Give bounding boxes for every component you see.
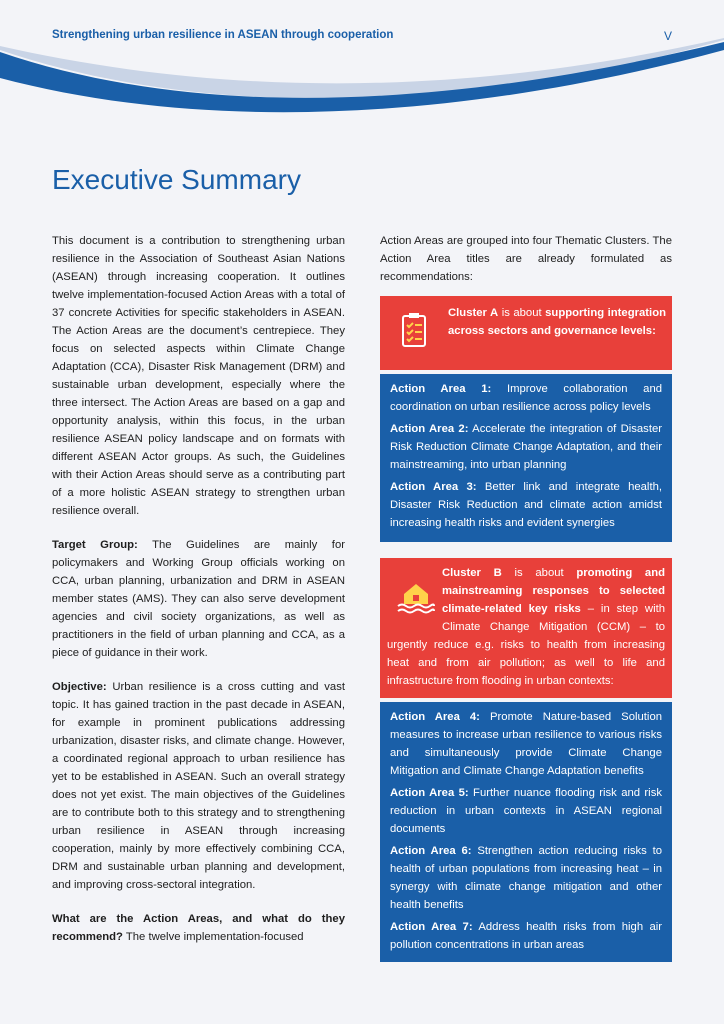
question-text: The twelve implementation-focused <box>125 931 304 943</box>
page-number: V <box>663 29 672 43</box>
action-area-label: Action Area 2: <box>390 423 469 435</box>
action-area-item <box>390 478 662 532</box>
page-title: Executive Summary <box>52 164 301 195</box>
clusters-intro: Action Areas are grouped into four Thematic Clusters. The Action Area titles are already formulated as recommendations: <box>380 235 672 283</box>
action-area-text: Promote Nature-based Solution measures to increase urban resilience to various risks and simultaneously provide Climate Change Mitigation and Climate Change Adaptation benefits <box>390 711 663 777</box>
target-group-label: Target Group: <box>52 539 138 551</box>
flood-house-icon <box>396 580 436 614</box>
cluster-a-text <box>448 304 666 340</box>
target-group-paragraph <box>52 536 345 662</box>
objective-text: Urban resilience is a cross cutting and vast topic. It has gained traction in the past decade in ASEAN, for example in prominent publications addressing urbanization, disaster risks, and climate change. However, a coordinated regional approach to urban resilience has yet to be established in ASEAN. Such an overall strategy does not yet exist. The main objectives of the Guidelines are to contribute both to this strategy and to strengthening urban resilience in ASEAN through increasing cooperation, mainly by more effectively combining CCA, DRM and sustainable urban planning and development, and improving cross-sectoral integration. <box>52 681 345 891</box>
action-area-item <box>390 918 662 954</box>
cluster-a-emphasis: supporting integration across sectors and governance levels: <box>448 307 666 337</box>
action-areas-question-paragraph <box>52 910 345 946</box>
page-header <box>0 0 724 120</box>
cluster-b-action-areas <box>380 702 672 962</box>
action-area-item <box>390 842 662 914</box>
action-area-text: Better link and integrate health, Disaster Risk Reduction and climate action amidst increasing health risks and evident synergies <box>390 481 662 529</box>
action-area-label: Action Area 4: <box>390 711 480 723</box>
right-column <box>380 232 672 951</box>
action-area-item <box>390 784 662 838</box>
left-column <box>52 232 345 962</box>
action-area-label: Action Area 3: <box>390 481 477 493</box>
action-area-label: Action Area 5: <box>390 787 469 799</box>
cluster-a-label: Cluster A <box>448 307 499 319</box>
action-area-label: Action Area 1: <box>390 383 492 395</box>
question-label: What are the Action Areas, and what do they recommend? <box>52 913 345 943</box>
action-area-text: Improve collaboration and coordination on urban resilience across policy levels <box>390 383 663 413</box>
cluster-b-label: Cluster B <box>442 567 502 579</box>
cluster-a-action-areas <box>380 374 672 542</box>
checklist-icon <box>400 313 430 349</box>
action-area-text: Strengthen action reducing risks to health of urban populations from increasing heat – in synergy with climate change mitigation and other health benefits <box>390 845 663 911</box>
objective-paragraph <box>52 678 345 894</box>
running-title: Strengthening urban resilience in ASEAN through cooperation <box>52 29 394 41</box>
cluster-b-emphasis: promoting and mainstreaming responses to selected climate-related key risks <box>442 567 666 615</box>
action-area-text: Accelerate the integration of Disaster Risk Reduction Climate Change Adaptation, and their mainstreaming, into urban planning <box>390 423 663 471</box>
cluster-b-text <box>380 558 672 690</box>
intro-paragraph: This document is a contribution to strengthening urban resilience in the Association of Southeast Asian Nations (ASEAN) through increasing cooperation. It outlines twelve implementation-focused Action Areas with a total of 37 concrete Activities for specific stakeholders in ASEAN. The Action Areas are the document’s centrepiece. They focus on selected aspects within Climate Change Adaptation (CCA), Disaster Risk Management (DRM) and sustainable urban development, especially where the three intersect. The Action Areas are based on a gap and opportunity analysis, within this focus, in the urban resilience ASEAN policy landscape and on formats with different ASEAN Actor groups. As such, the Guidelines with their Action Areas should serve as a contributing part of a more holistic ASEAN strategy to strengthen urban resilience overall. <box>52 235 345 517</box>
cluster-a-connector: is about <box>501 307 542 319</box>
header-swoosh <box>0 38 724 118</box>
cluster-a-box <box>380 296 672 370</box>
action-area-item <box>390 420 662 474</box>
cluster-b-connector: is about <box>514 567 564 579</box>
action-area-label: Action Area 6: <box>390 845 472 857</box>
action-area-item <box>390 380 662 416</box>
action-area-label: Action Area 7: <box>390 921 473 933</box>
action-area-text: Address health risks from high air pollution concentrations in urban areas <box>390 921 663 951</box>
cluster-b-box <box>380 558 672 698</box>
objective-label: Objective: <box>52 681 107 693</box>
action-area-item <box>390 708 662 780</box>
cluster-b-rest: – in step with Climate Change Mitigation (CCM) – to urgently reduce e.g. risks to health from increasing heat and from air pollution; as well to life and infrastructure from flooding in urban contexts: <box>387 603 666 687</box>
target-group-text: The Guidelines are mainly for policymakers and Working Group officials working on CCA, urban planning, urbanization and DRM in ASEAN member states (AMS). They can also serve development agencies and civil society organizations, as well as practitioners in the field of urban planning and CCA, as a piece of guidance in their work. <box>52 539 345 659</box>
action-area-text: Further nuance flooding risk and risk reduction in urban contexts in ASEAN regional documents <box>390 787 662 835</box>
